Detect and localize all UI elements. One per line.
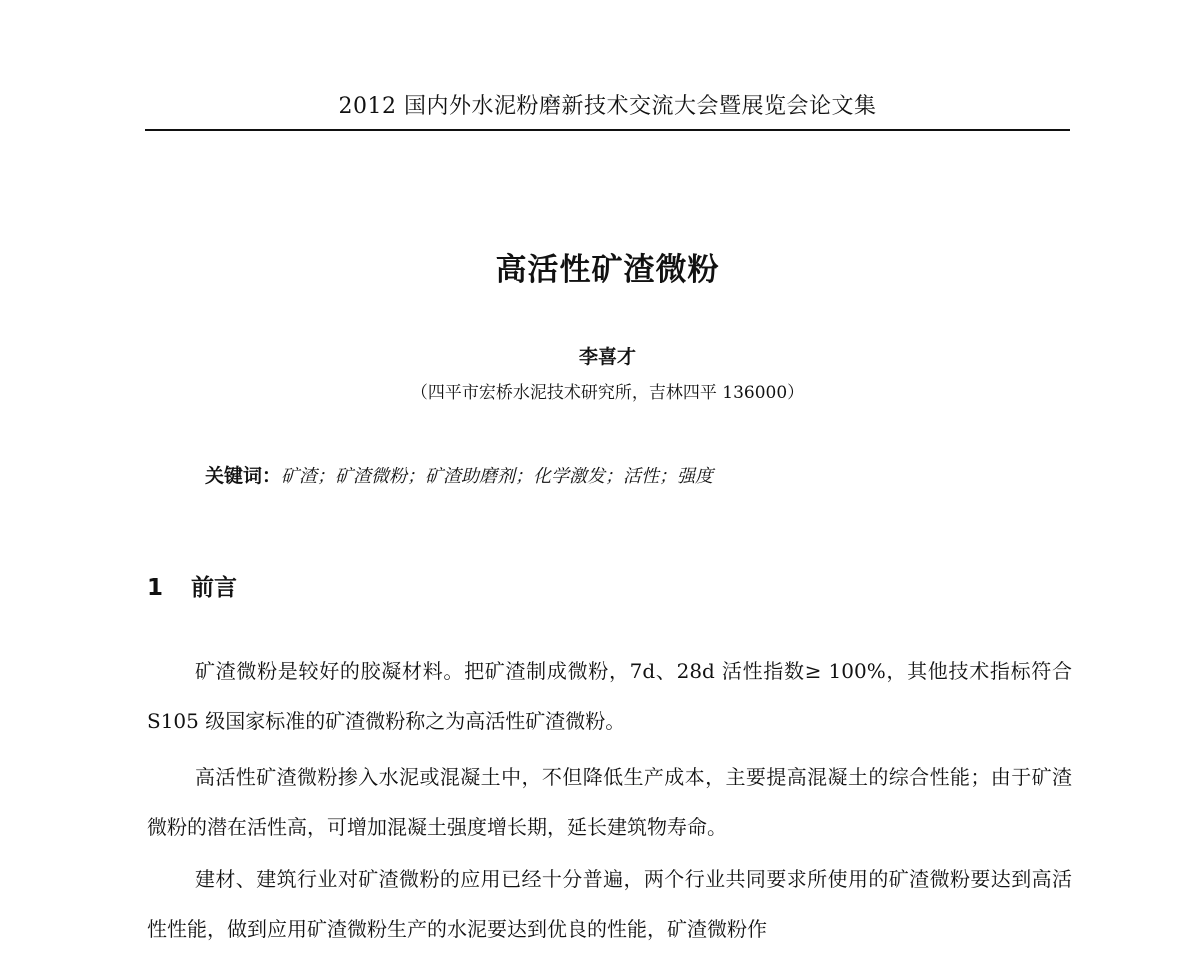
running-header: 2012 国内外水泥粉磨新技术交流大会暨展览会论文集 [338, 94, 877, 119]
section-number: 1 [147, 575, 164, 601]
body-paragraph: 高活性矿渣微粉掺入水泥或混凝土中，不但降低生产成本，主要提高混凝土的综合性能；由于矿渣微粉的潜在活性高，可增加混凝土强度增长期，延长建筑物寿命。 [147, 765, 1072, 839]
author-name: 李喜才 [578, 346, 636, 368]
keywords-line [205, 462, 713, 491]
section-title: 前言 [191, 575, 237, 601]
body-paragraph: 建材、建筑行业对矿渣微粉的应用已经十分普遍，两个行业共同要求所使用的矿渣微粉要达到高活性性能，做到应用矿渣微粉生产的水泥要达到优良的性能，矿渣微粉作 [147, 867, 1072, 941]
paper-title: 高活性矿渣微粉 [495, 252, 720, 288]
body-paragraph: 矿渣微粉是较好的胶凝材料。把矿渣制成微粉，7d、28d 活性指数≥ 100%，其他技术指标符合 S105 级国家标准的矿渣微粉称之为高活性矿渣微粉。 [147, 659, 1072, 733]
section-heading [147, 572, 237, 604]
header-rule [145, 129, 1070, 131]
keywords-list: 矿渣；矿渣微粉；矿渣助磨剂；化学激发；活性；强度 [281, 466, 714, 487]
author-affiliation: （四平市宏桥水泥技术研究所，吉林四平 136000） [410, 383, 805, 403]
keywords-label: 关键词： [205, 465, 282, 487]
